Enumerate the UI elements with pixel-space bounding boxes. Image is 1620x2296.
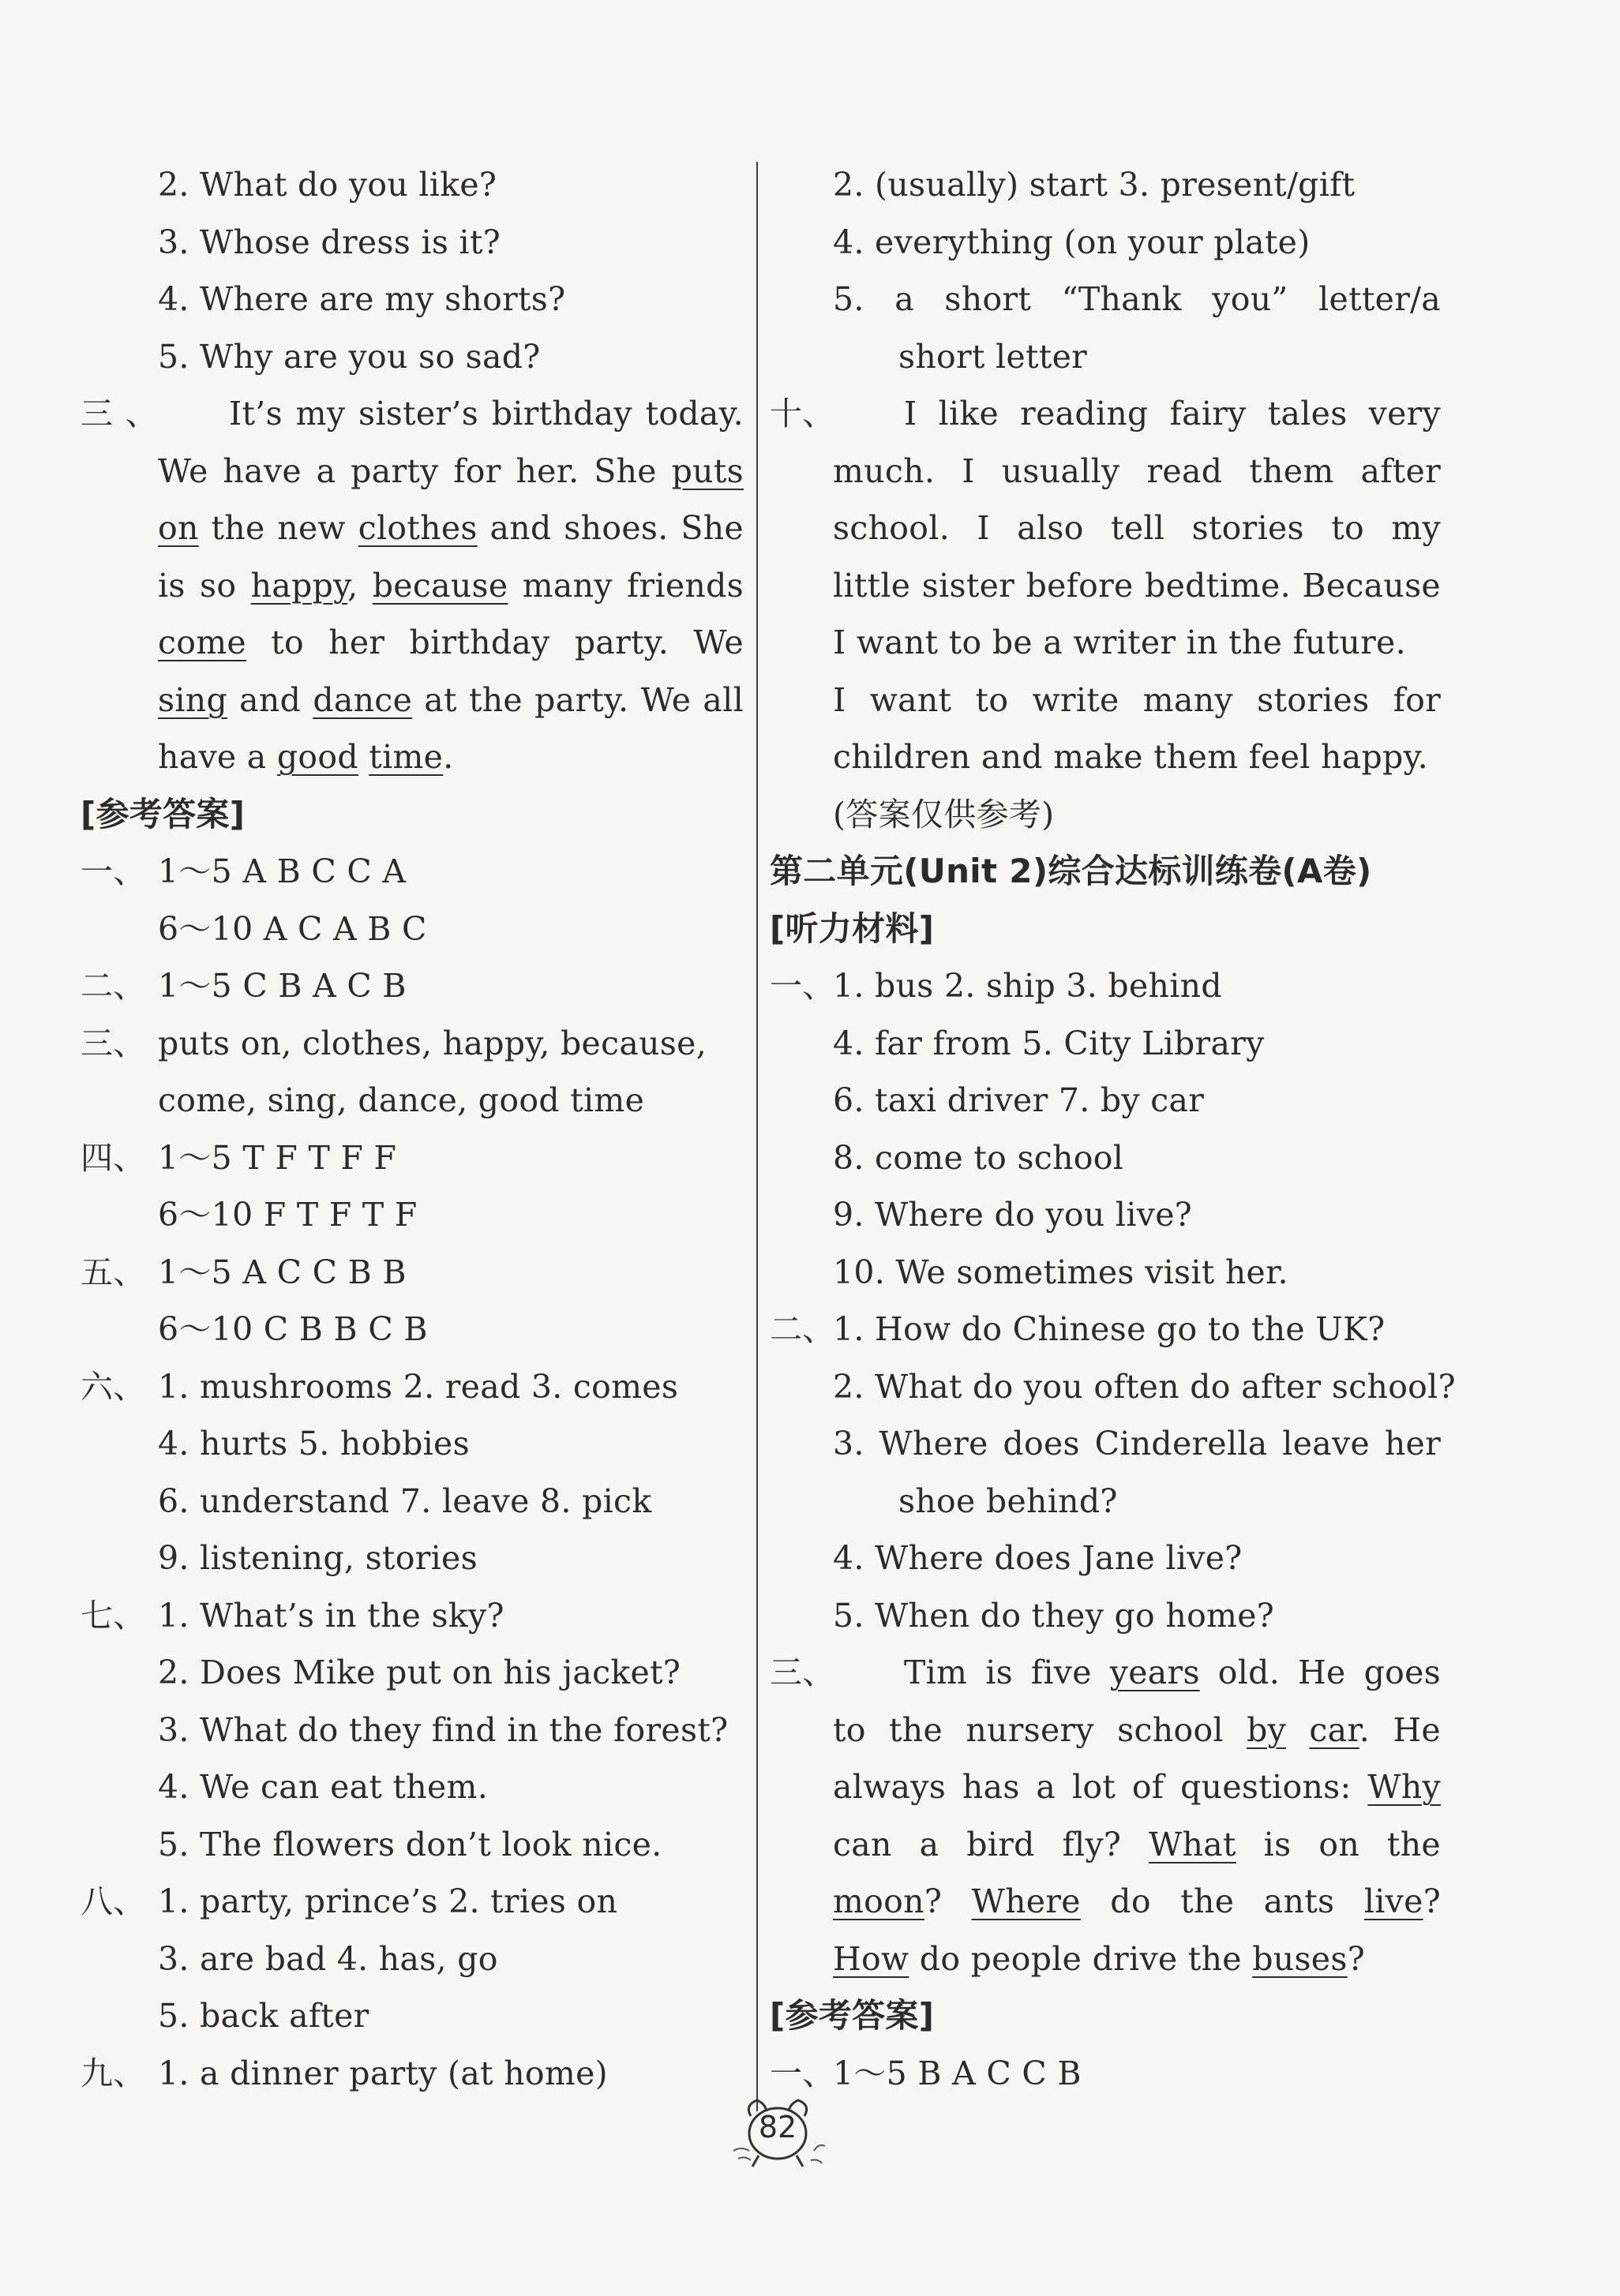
line-text: 2. What do you like? bbox=[158, 166, 497, 204]
text-segment: old. He goes bbox=[1199, 1654, 1441, 1691]
question-number: 一、 bbox=[81, 852, 146, 890]
line-text: 1～5 B A C C B bbox=[833, 2054, 1082, 2092]
underlined-answer: moon bbox=[833, 1882, 924, 1920]
underlined-answer: on bbox=[158, 509, 199, 547]
question-number: 九、 bbox=[81, 2054, 146, 2092]
question-number: 四、 bbox=[81, 1138, 146, 1177]
underlined-answer: buses bbox=[1252, 1939, 1348, 1978]
line-text: 6～10 C B B C B bbox=[158, 1310, 428, 1348]
text-segment: is on the bbox=[1236, 1825, 1441, 1863]
right-line bbox=[770, 1301, 1441, 1358]
underlined-answer: car bbox=[1309, 1710, 1359, 1749]
line-text: 5. When do they go home? bbox=[833, 1596, 1275, 1635]
left-line bbox=[81, 1644, 744, 1702]
text-segment: do people drive the bbox=[909, 1939, 1253, 1978]
left-line bbox=[81, 328, 744, 386]
underlined-answer: live bbox=[1363, 1882, 1423, 1920]
line-text: 3. Whose dress is it? bbox=[158, 223, 501, 261]
line-text: I want to be a writer in the future. bbox=[833, 624, 1406, 661]
right-line bbox=[770, 443, 1441, 500]
left-line bbox=[81, 1186, 744, 1244]
question-number: 五、 bbox=[81, 1253, 146, 1291]
left-line bbox=[81, 500, 744, 557]
left-line bbox=[81, 1987, 744, 2045]
left-line bbox=[81, 957, 744, 1015]
question-number: 一、 bbox=[770, 2054, 835, 2092]
line-text: school. I also tell stories to my bbox=[833, 509, 1441, 547]
text-segment: is so bbox=[158, 566, 251, 605]
line-text: 1～5 A B C C A bbox=[158, 852, 407, 890]
line-text: 1～5 T F T F F bbox=[158, 1138, 397, 1177]
line-text: 6～10 A C A B C bbox=[158, 909, 427, 948]
left-line bbox=[81, 1301, 744, 1358]
underlined-answer: sing bbox=[158, 680, 228, 719]
line-text: short letter bbox=[898, 337, 1088, 376]
line-text: 5. The flowers don’t look nice. bbox=[158, 1825, 662, 1863]
left-line bbox=[81, 901, 744, 958]
text-segment: Tim is five bbox=[904, 1654, 1110, 1691]
right-line bbox=[770, 1702, 1441, 1759]
left-line bbox=[81, 1816, 744, 1874]
line-text: 1～5 C B A C B bbox=[158, 967, 407, 1005]
right-line bbox=[770, 1015, 1441, 1073]
line-text: 1. What’s in the sky? bbox=[158, 1596, 504, 1635]
line-text: 3. Where does Cinderella leave her bbox=[833, 1425, 1441, 1463]
line-text: 3. are bad 4. has, go bbox=[158, 1939, 498, 1978]
right-line bbox=[770, 1587, 1441, 1645]
right-line bbox=[770, 156, 1441, 214]
underlined-answer: clothes bbox=[358, 509, 478, 547]
question-number: 一、 bbox=[770, 967, 835, 1005]
underlined-answer: because bbox=[372, 566, 508, 605]
text-segment: It’s my sister’s birthday today. bbox=[229, 395, 744, 433]
line-text: 4. far from 5. City Library bbox=[833, 1024, 1265, 1062]
right-line bbox=[770, 500, 1441, 557]
left-line bbox=[81, 843, 744, 901]
line-text: 1. mushrooms 2. read 3. comes bbox=[158, 1367, 679, 1406]
text-segment bbox=[358, 738, 369, 776]
left-line bbox=[81, 443, 744, 500]
line-text: 1. bus 2. ship 3. behind bbox=[833, 967, 1222, 1005]
left-line bbox=[81, 1759, 744, 1816]
text-segment: can a bird fly? bbox=[833, 1825, 1149, 1863]
line-text: children and make them feel happy. bbox=[833, 738, 1428, 776]
right-line bbox=[770, 672, 1441, 729]
right-line bbox=[770, 957, 1441, 1015]
line-text: 3. What do they find in the forest? bbox=[158, 1710, 729, 1749]
right-line bbox=[770, 1873, 1441, 1931]
question-number: 七、 bbox=[81, 1596, 146, 1635]
right-line bbox=[770, 1759, 1441, 1816]
line-text: 1. How do Chinese go to the UK? bbox=[833, 1310, 1386, 1348]
right-line bbox=[770, 1816, 1441, 1874]
left-line bbox=[81, 214, 744, 272]
right-line bbox=[770, 901, 1441, 958]
left-line bbox=[81, 1358, 744, 1416]
left-line bbox=[81, 1530, 744, 1587]
line-text: 9. listening, stories bbox=[158, 1539, 478, 1577]
line-text: 1. party, prince’s 2. tries on bbox=[158, 1882, 618, 1920]
left-line bbox=[81, 1473, 744, 1530]
text-segment: ? bbox=[924, 1882, 972, 1920]
text-segment: do the ants bbox=[1080, 1882, 1364, 1920]
text-segment: have a bbox=[158, 738, 277, 776]
right-line bbox=[770, 271, 1441, 328]
left-line bbox=[81, 1015, 744, 1073]
question-number: 三、 bbox=[770, 1654, 835, 1691]
right-line bbox=[770, 843, 1441, 901]
line-text: 1～5 A C C B B bbox=[158, 1253, 407, 1291]
line-text: [听力材料] bbox=[770, 908, 935, 948]
line-text: 5. back after bbox=[158, 1997, 369, 2035]
line-text: 5. Why are you so sad? bbox=[158, 337, 541, 376]
question-number: 二、 bbox=[770, 1310, 835, 1348]
question-number: 八、 bbox=[81, 1882, 146, 1920]
right-line bbox=[770, 1415, 1441, 1473]
line-text: 9. Where do you live? bbox=[833, 1196, 1193, 1234]
right-line bbox=[770, 1358, 1456, 1416]
text-segment: and bbox=[227, 680, 313, 719]
line-text: 6. understand 7. leave 8. pick bbox=[158, 1481, 652, 1520]
question-number: 二、 bbox=[81, 967, 146, 1005]
line-text: 6～10 F T F T F bbox=[158, 1196, 418, 1234]
underlined-answer: by bbox=[1247, 1710, 1287, 1749]
left-line bbox=[81, 614, 744, 672]
right-line bbox=[770, 1987, 1441, 2045]
question-number: 六、 bbox=[81, 1367, 146, 1406]
line-text: little sister before bedtime. Because bbox=[833, 566, 1441, 605]
text-segment: . bbox=[443, 738, 454, 776]
left-line bbox=[81, 2045, 744, 2103]
underlined-answer: come bbox=[158, 624, 246, 661]
left-line bbox=[81, 1587, 744, 1645]
left-line bbox=[81, 1072, 744, 1129]
right-line bbox=[770, 2045, 1441, 2103]
text-segment: ? bbox=[1347, 1939, 1365, 1978]
left-line bbox=[81, 156, 744, 214]
line-text: 2. What do you often do after school? bbox=[833, 1367, 1456, 1406]
right-line bbox=[770, 385, 1441, 443]
right-column bbox=[770, 156, 1456, 2102]
underlined-answer: good bbox=[276, 738, 358, 776]
text-segment bbox=[1286, 1711, 1309, 1749]
left-line bbox=[81, 1244, 744, 1302]
right-line bbox=[770, 1244, 1441, 1302]
text-segment: We have a party for her. She bbox=[158, 451, 672, 490]
right-line bbox=[770, 614, 1441, 672]
underlined-answer: time bbox=[369, 738, 444, 776]
right-line bbox=[770, 1072, 1441, 1129]
line-text: come, sing, dance, good time bbox=[158, 1081, 645, 1119]
text-segment: to the nursery school bbox=[833, 1710, 1247, 1749]
text-segment: at the party. We all bbox=[412, 680, 744, 719]
right-line bbox=[770, 214, 1441, 272]
page-number: 82 bbox=[758, 2110, 797, 2144]
page-number-badge bbox=[722, 2096, 833, 2174]
line-text: 4. We can eat them. bbox=[158, 1768, 489, 1806]
right-line bbox=[770, 1530, 1441, 1587]
line-text: 1. a dinner party (at home) bbox=[158, 2054, 608, 2092]
right-line bbox=[770, 1931, 1441, 1988]
right-line bbox=[770, 1186, 1441, 1244]
question-number: 十、 bbox=[770, 395, 835, 433]
line-text: 6. taxi driver 7. by car bbox=[833, 1081, 1205, 1119]
line-text: 第二单元(Unit 2)综合达标训练卷(A卷) bbox=[770, 852, 1372, 890]
underlined-answer: How bbox=[833, 1939, 909, 1978]
left-line bbox=[81, 557, 744, 615]
right-line bbox=[770, 1129, 1441, 1187]
left-line bbox=[81, 1873, 744, 1931]
underlined-answer: dance bbox=[313, 680, 413, 719]
right-line bbox=[770, 1473, 1441, 1530]
text-segment: , bbox=[347, 566, 373, 605]
line-text: 10. We sometimes visit her. bbox=[833, 1253, 1288, 1291]
underlined-answer: years bbox=[1109, 1654, 1200, 1691]
left-line bbox=[81, 729, 744, 786]
text-segment: ? bbox=[1423, 1882, 1441, 1920]
right-line bbox=[770, 786, 1441, 844]
text-segment: always has a lot of questions: bbox=[833, 1768, 1368, 1806]
column-divider bbox=[756, 162, 758, 2111]
left-line bbox=[81, 1702, 744, 1759]
text-segment: and shoes. She bbox=[477, 509, 744, 547]
question-number: 三、 bbox=[81, 395, 158, 433]
underlined-answer: happy bbox=[250, 566, 348, 605]
left-line bbox=[81, 672, 744, 729]
underlined-answer: Why bbox=[1367, 1768, 1441, 1806]
line-text: I want to write many stories for bbox=[833, 680, 1441, 719]
left-line bbox=[81, 1129, 744, 1187]
line-text: 8. come to school bbox=[833, 1138, 1124, 1177]
text-segment: the new bbox=[198, 509, 358, 547]
right-line bbox=[770, 557, 1441, 615]
left-line bbox=[81, 786, 744, 844]
line-text: 4. Where are my shorts? bbox=[158, 280, 566, 318]
line-text: 4. hurts 5. hobbies bbox=[158, 1425, 470, 1463]
left-column bbox=[81, 156, 744, 2102]
line-text: 2. (usually) start 3. present/gift bbox=[833, 166, 1356, 204]
underlined-answer: puts bbox=[671, 451, 744, 490]
left-line bbox=[81, 271, 744, 328]
underlined-answer: Where bbox=[971, 1882, 1081, 1920]
left-line bbox=[81, 1415, 744, 1473]
line-text: 2. Does Mike put on his jacket? bbox=[158, 1654, 681, 1691]
line-text: much. I usually read them after bbox=[833, 451, 1441, 490]
line-text: shoe behind? bbox=[898, 1481, 1118, 1520]
right-line bbox=[770, 729, 1441, 786]
question-number: 三、 bbox=[81, 1024, 146, 1062]
text-segment: to her birthday party. We bbox=[246, 624, 744, 661]
text-segment: many friends bbox=[508, 566, 744, 605]
text-segment: I like reading fairy tales very bbox=[904, 395, 1441, 433]
line-text: puts on, clothes, happy, because, bbox=[158, 1024, 707, 1062]
line-text: 5. a short “Thank you” letter/a bbox=[833, 280, 1441, 318]
right-line bbox=[770, 328, 1441, 386]
line-text: 4. everything (on your plate) bbox=[833, 223, 1311, 261]
line-text: 4. Where does Jane live? bbox=[833, 1539, 1243, 1577]
line-text: [参考答案] bbox=[81, 794, 246, 833]
right-line bbox=[770, 1644, 1441, 1702]
line-text: [参考答案] bbox=[770, 1996, 935, 2035]
text-segment: . He bbox=[1359, 1710, 1441, 1749]
underlined-answer: What bbox=[1149, 1825, 1236, 1863]
left-line bbox=[81, 1931, 744, 1988]
line-text: (答案仅供参考) bbox=[833, 795, 1055, 833]
left-line bbox=[81, 385, 744, 443]
